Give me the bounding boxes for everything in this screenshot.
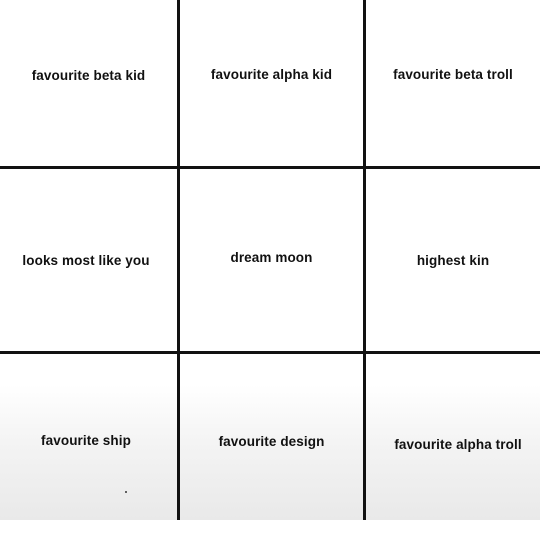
grid-cell-highest-kin xyxy=(366,169,540,351)
grid-cell-favourite-design xyxy=(180,354,363,528)
grid-cell-favourite-beta-troll xyxy=(366,0,540,148)
cell-label: favourite beta troll xyxy=(393,66,513,82)
cell-label: dream moon xyxy=(230,249,313,265)
cell-label: favourite design xyxy=(218,433,325,449)
cell-label: favourite ship xyxy=(41,432,131,448)
grid-cell-dream-moon xyxy=(180,169,363,345)
cell-label: favourite alpha troll xyxy=(394,436,522,452)
grid-cell-looks-most-like-you xyxy=(0,169,172,351)
speck-mark xyxy=(125,491,127,493)
cell-label: looks most like you xyxy=(22,252,150,268)
cell-label: highest kin xyxy=(416,252,490,268)
grid-cell-favourite-alpha-kid xyxy=(180,0,363,148)
grid-cell-favourite-alpha-troll xyxy=(366,354,540,534)
cell-label: favourite beta kid xyxy=(31,67,146,83)
grid-cell-favourite-beta-kid xyxy=(0,0,177,150)
grid-cell-favourite-ship xyxy=(0,354,172,526)
cell-label: favourite alpha kid xyxy=(210,66,333,82)
